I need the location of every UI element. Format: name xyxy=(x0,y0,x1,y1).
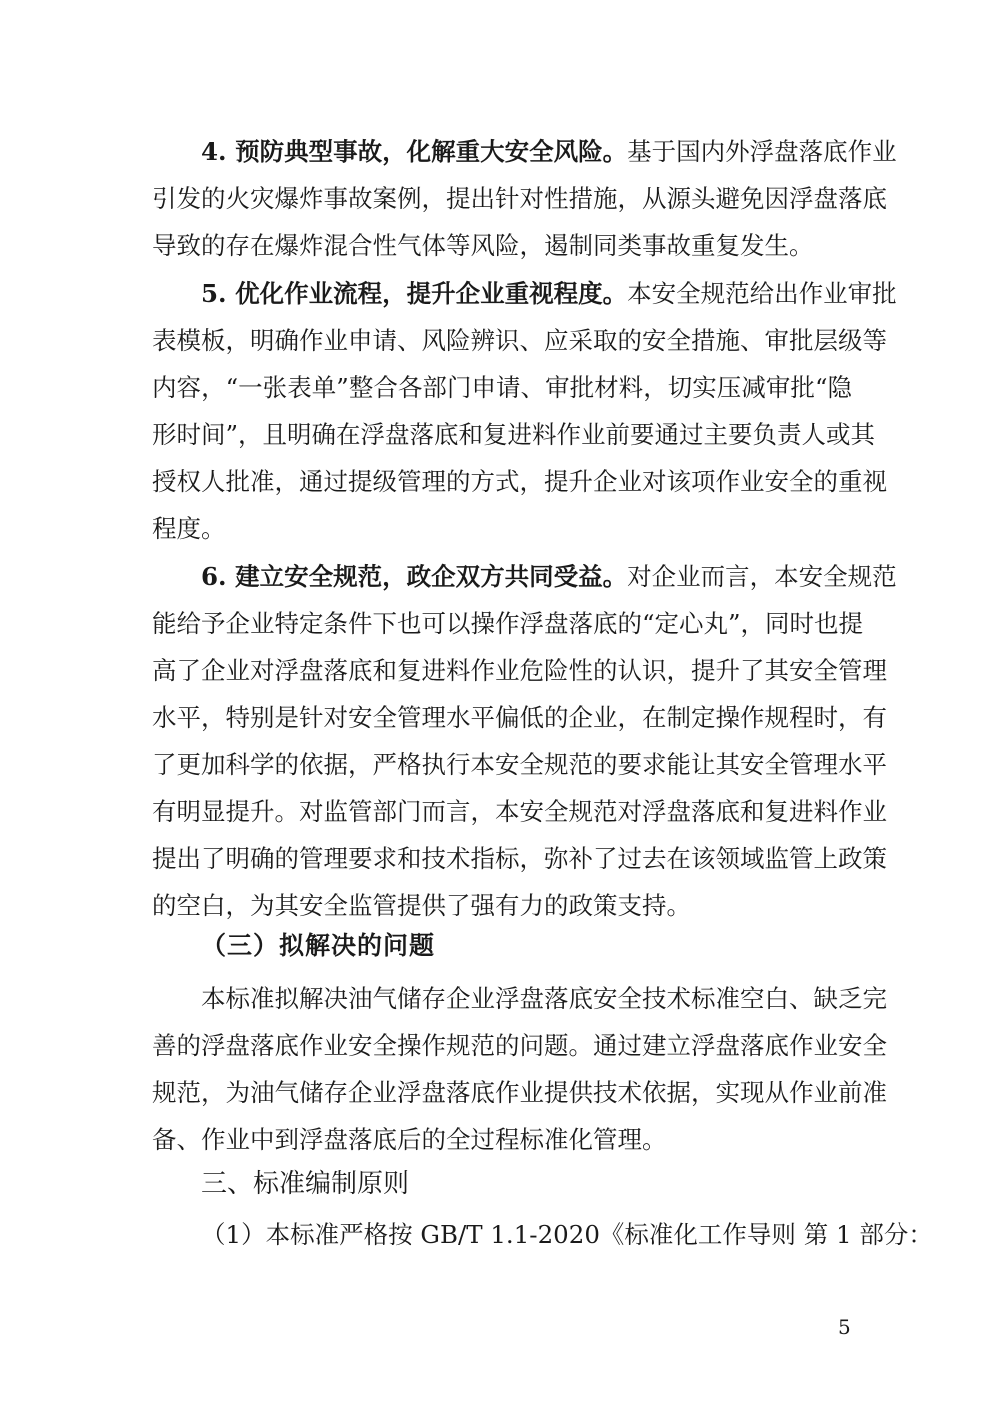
paragraph-6-line-5: 了更加科学的依据，严格执行本安全规范的要求能让其安全管理水平 xyxy=(152,750,887,779)
section-heading: 三、标准编制原则 xyxy=(201,1169,410,1199)
paragraph-4-line-1 xyxy=(201,136,897,168)
paragraph-7-line-4: 备、作业中到浮盘落底后的全过程标准化管理。 xyxy=(152,1125,667,1154)
paragraph-4-line-2: 引发的火灾爆炸事故案例，提出针对性措施，从源头避免因浮盘落底 xyxy=(152,184,887,213)
paragraph-5-line-5: 授权人批准，通过提级管理的方式，提升企业对该项作业安全的重视 xyxy=(152,467,887,496)
paragraph-4-line-1-text: 基于国内外浮盘落底作业 xyxy=(627,137,897,166)
paragraph-5-lead: 5. 优化作业流程，提升企业重视程度。 xyxy=(201,279,628,308)
paragraph-5-line-1 xyxy=(201,278,897,310)
paragraph-8-line-1: （1）本标准严格按 GB/T 1.1-2020《标准化工作导则 第 1 部分： xyxy=(201,1220,933,1249)
paragraph-6-line-1 xyxy=(201,561,897,593)
sub-heading: （三）拟解决的问题 xyxy=(201,931,436,960)
page-number: 5 xyxy=(838,1315,851,1339)
paragraph-7-line-1: 本标准拟解决油气储存企业浮盘落底安全技术标准空白、缺乏完 xyxy=(201,984,887,1013)
paragraph-6-line-8: 的空白，为其安全监管提供了强有力的政策支持。 xyxy=(152,891,691,920)
paragraph-4-lead: 4. 预防典型事故，化解重大安全风险。 xyxy=(201,137,628,166)
paragraph-6-line-7: 提出了明确的管理要求和技术指标，弥补了过去在该领域监管上政策 xyxy=(152,844,887,873)
paragraph-6-lead: 6. 建立安全规范，政企双方共同受益。 xyxy=(201,562,628,591)
paragraph-6-line-4: 水平，特别是针对安全管理水平偏低的企业，在制定操作规程时，有 xyxy=(152,703,887,732)
paragraph-5-line-4: 形时间”，且明确在浮盘落底和复进料作业前要通过主要负责人或其 xyxy=(152,420,876,449)
paragraph-5-line-3: 内容，“一张表单”整合各部门申请、审批材料，切实压减审批“隐 xyxy=(152,373,852,402)
paragraph-6-line-6: 有明显提升。对监管部门而言，本安全规范对浮盘落底和复进料作业 xyxy=(152,797,887,826)
paragraph-6-line-3: 高了企业对浮盘落底和复进料作业危险性的认识，提升了其安全管理 xyxy=(152,656,887,685)
paragraph-5-line-6: 程度。 xyxy=(152,514,226,543)
paragraph-6-line-1-text: 对企业而言，本安全规范 xyxy=(627,562,897,591)
paragraph-4-line-3: 导致的存在爆炸混合性气体等风险，遏制同类事故重复发生。 xyxy=(152,231,814,260)
paragraph-5-line-2: 表模板，明确作业申请、风险辨识、应采取的安全措施、审批层级等 xyxy=(152,326,887,355)
paragraph-7-line-3: 规范，为油气储存企业浮盘落底作业提供技术依据，实现从作业前准 xyxy=(152,1078,887,1107)
paragraph-7-line-2: 善的浮盘落底作业安全操作规范的问题。通过建立浮盘落底作业安全 xyxy=(152,1031,887,1060)
paragraph-6-line-2: 能给予企业特定条件下也可以操作浮盘落底的“定心丸”，同时也提 xyxy=(152,609,864,638)
paragraph-5-line-1-text: 本安全规范给出作业审批 xyxy=(627,279,897,308)
